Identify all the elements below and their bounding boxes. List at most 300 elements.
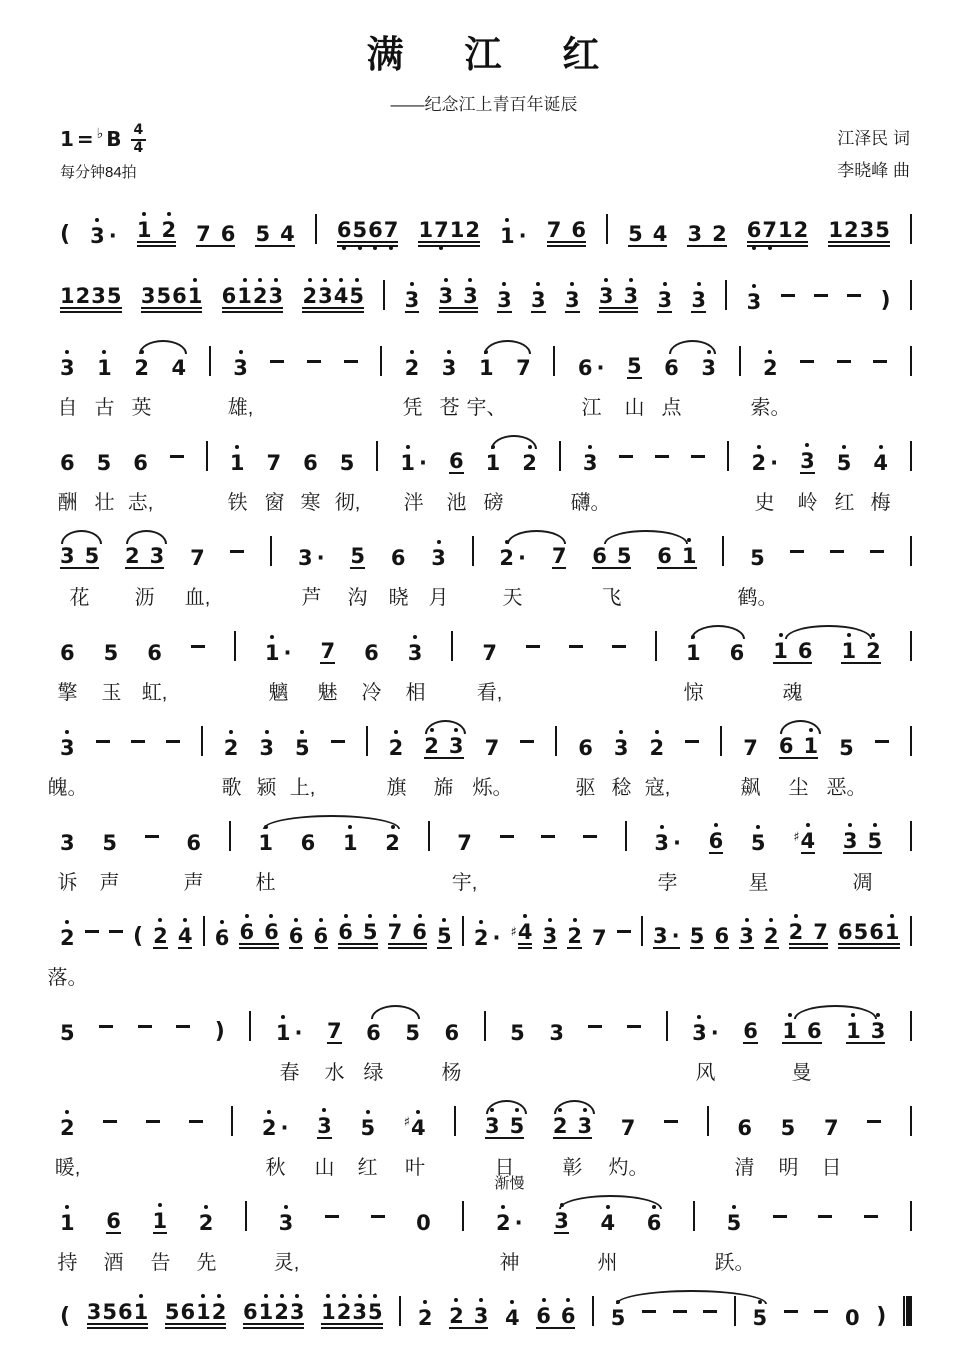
lyrics-row [57,387,912,421]
lyric-syllable: 芦 [301,587,322,609]
barline [376,441,378,471]
lyric-syllable: 看, [476,682,503,704]
note-digit: 6 [221,283,237,308]
note-digit: 1 [478,355,494,380]
barline [910,1011,912,1041]
duration-dash [371,1215,385,1218]
note-digit: 7 [762,217,778,242]
duration-dash [664,1120,678,1123]
note-digits [405,357,420,379]
note-digit: 5 [610,1305,626,1330]
note-digits [97,452,112,474]
slur-arc [780,720,821,734]
note-digit: 3 [691,287,706,312]
note-digits [327,1020,342,1044]
note-digit: 6 [708,828,724,853]
note [258,832,273,854]
note-digits [178,925,193,949]
note-digit: 4 [177,923,193,948]
lyric-syllable: 烁。 [472,777,513,799]
note-digits [824,1117,839,1139]
note-digit: 3 [86,1299,102,1324]
note-digits [222,285,284,313]
note [482,642,497,664]
duration-dash [612,645,626,648]
note-digit: 7 [516,355,531,380]
note [153,925,168,949]
note-digit: 7 [320,638,336,663]
lyric-syllable: 池 [446,492,467,514]
note-digit: 3 [497,287,512,312]
note-digit: 6 [646,1210,662,1235]
note-digits [647,1212,662,1234]
note-digit: 2 [496,1210,511,1235]
note-digit: 1 [60,1210,75,1235]
note-digits [497,289,512,313]
note-digits [303,452,318,474]
note-digit: 3 [484,1113,500,1138]
barline [201,726,203,756]
lyric-syllable: 尘 [788,777,809,799]
barline [693,1201,695,1231]
lyric-syllable: 岭 [797,492,818,514]
lyric-syllable: 苍 [439,397,460,419]
note-digits [172,357,187,379]
augmentation-dot: · [419,450,427,475]
barline [249,1011,251,1041]
barline [270,536,272,566]
lyric-syllable: 彰 [562,1157,583,1179]
note-digit: 6 [412,919,427,944]
notation-row [60,1289,912,1337]
lyric-syllable: 沥 [134,587,155,609]
note-digits [60,737,75,759]
note-digit: 1 [841,638,857,663]
barline [454,1106,456,1136]
open-paren: ( [132,924,144,949]
note [730,642,745,664]
note [599,285,638,313]
duration-dash [109,930,123,933]
slur-arc [139,340,187,354]
note-digits [444,1022,459,1044]
lyric-syllable: 清 [734,1157,755,1179]
note-digit: 7 [484,735,500,760]
note [255,223,294,247]
note-digit: 1 [828,217,843,242]
flat-icon: ♭ [96,126,104,143]
note-digits [340,452,355,474]
note-digit: 2 [763,923,779,948]
barline [739,346,741,376]
lyric-syllable: 飞 [601,587,622,609]
close-paren: ) [876,1304,887,1329]
slur-arc [484,340,531,354]
note [60,1022,75,1044]
note-digits [505,1307,520,1329]
lyric-syllable: 铁 [227,492,248,514]
lyric-syllable: 英 [131,397,152,419]
note-digit: 2 [161,217,177,242]
note-digits [106,1210,121,1234]
barline [245,1201,247,1231]
note-digit: 1 [400,450,415,475]
note-digit: 6 [60,450,75,475]
note [404,1117,426,1139]
note-digits [60,1117,75,1139]
note [763,357,778,379]
note-digit: 3 [653,923,668,948]
note [567,925,582,949]
note [60,737,75,759]
note [614,737,629,759]
note-digits [600,1212,615,1234]
slur-arc [616,1290,767,1304]
note-digits [628,223,667,247]
note [773,640,812,664]
note [553,1115,592,1139]
lyric-syllable: 索。 [750,397,791,419]
meter-unit: 4 [133,139,144,156]
note-digits [302,285,364,313]
note-digit: 5 [352,217,368,242]
barline [910,631,912,661]
note-digits [364,642,379,664]
note-digit: 2 [60,1115,75,1140]
music-system [60,207,912,255]
note [687,223,726,247]
note-digit: 3 [441,355,457,380]
note [511,921,533,949]
note [391,547,406,569]
note-digit: 6 [147,640,162,665]
note [496,1212,523,1234]
lyric-syllable: 天 [502,587,523,609]
note-digit: 2 [252,283,268,308]
note-digit: 2 [134,355,149,380]
note-digits [845,1307,860,1329]
note-digit: 5 [726,1210,742,1235]
note-digits [782,1020,821,1044]
lyric-syllable: 叶 [405,1157,425,1179]
notation-row [60,1004,912,1052]
barline [707,1106,709,1136]
note-digit: 7 [551,543,567,568]
close-paren: ) [880,288,891,313]
note-digit: 3 [531,287,546,312]
barline [234,631,236,661]
note-digit: 6 [746,217,762,242]
note-digit: 2 [336,1299,352,1324]
note-digits [137,219,176,247]
lyric-syllable: 玉 [101,682,122,704]
note-digit: 6 [300,830,316,855]
note [516,357,531,379]
note [60,285,122,313]
note-digits [431,547,446,569]
barline [910,280,912,310]
note-digits [147,642,162,664]
note-digits [255,223,294,247]
note-digits [60,285,122,313]
note [133,452,148,474]
note [165,1301,227,1329]
note-digit: 2 [449,1303,464,1328]
note-digits [781,1117,796,1139]
lyrics-row [57,672,912,706]
note-digit: 3 [60,830,75,855]
note-digit: 7 [620,1115,636,1140]
note-digit: 6 [729,640,745,665]
note-digit: 1 [321,1299,336,1324]
duration-dash [344,360,358,363]
note-digits [565,289,580,313]
note-digit: 5 [349,283,364,308]
note [199,1212,214,1234]
note-digit: 2 [153,923,168,948]
barline [722,536,724,566]
note-digit: 5 [294,735,310,760]
note-digits [690,925,705,949]
sharp-icon: ♯ [510,925,517,940]
duration-dash [685,740,699,743]
note-digits [134,357,149,379]
note-digits [592,545,631,569]
lyric-syllable: 先 [196,1252,217,1274]
note-digit: 3 [657,287,673,312]
duration-dash [588,1025,602,1028]
barline [666,1011,668,1041]
duration-dash [781,294,795,297]
barline [428,821,430,851]
duration-dash [170,455,184,458]
music-system [57,814,912,896]
note-digit: 7 [327,1018,342,1043]
note-digits [510,1022,525,1044]
note-digit: 0 [844,1305,860,1330]
notation-row [60,1175,912,1242]
note-digit: 6 [797,638,813,663]
lyric-syllable: 神 [499,1252,520,1274]
lyric-syllable: 冷 [361,682,382,704]
note-digit: 6 [133,450,148,475]
note-digits [418,219,480,247]
slur-arc [554,1100,595,1114]
note [743,737,758,759]
note-digits [141,285,203,313]
note-digits [773,640,812,664]
note-digit: 3 [687,221,703,246]
note [510,1022,525,1044]
notation-row [60,339,912,387]
note-digits [500,225,527,247]
duration-dash [99,1025,113,1028]
note [838,921,900,949]
note-digits [485,737,500,759]
barline [910,536,912,566]
note-digit: 6 [448,448,464,473]
note-digits [779,735,818,759]
lyric-syllable: 磅 [483,492,504,514]
equals-sign: = [76,127,94,152]
note-digits [276,1022,303,1044]
lyric-syllable: 暖, [54,1157,81,1179]
notation-row [60,434,912,482]
note [87,1301,149,1329]
note-digit: 6 [303,450,318,475]
note-digits [789,921,828,949]
note [779,735,818,759]
note [90,225,117,247]
note-digits [611,1307,626,1329]
note-digits [654,832,681,854]
duration-dash [230,550,244,553]
note-digit: 6 [838,919,853,944]
lyric-syllable: 凋 [852,872,873,894]
open-paren: ( [60,1304,71,1329]
note-digits [60,452,75,474]
duration-dash [691,455,705,458]
note [549,1022,564,1044]
lyric-syllable: 驱 [575,777,596,799]
note-digit: 6 [180,1299,196,1324]
lyric-syllable: 星 [748,872,769,894]
note-digits [482,642,497,664]
note-digits [411,1117,426,1139]
note [60,357,75,379]
lyric-syllable: 窗 [264,492,285,514]
note-digit: 1 [449,217,465,242]
note [137,219,176,247]
note-digits [405,289,420,313]
note [565,289,580,313]
lyric-syllable: 日 [821,1157,842,1179]
lyric-syllable: 绿 [363,1062,384,1084]
note-digits [578,737,593,759]
duration-dash [325,1215,339,1218]
lyric-syllable: 魄。 [47,777,88,799]
note-digits [262,1117,289,1139]
note-digit: 5 [102,830,117,855]
note [750,547,765,569]
note-digit: 4 [504,1305,520,1330]
sharp-icon: ♯ [403,1115,411,1130]
barline [592,1296,594,1326]
note-digits [60,927,75,949]
note [431,547,446,569]
duration-dash [790,550,804,553]
note-digit: 3 [577,1113,593,1138]
note-digit: 3 [298,545,313,570]
barline [910,1106,912,1136]
note-digit: 2 [763,355,778,380]
note-digit: 6 [577,355,593,380]
note-digits [125,545,164,569]
note [828,219,890,247]
note-digit: 5 [106,283,122,308]
note [196,223,235,247]
barline [910,346,912,376]
note-digits [437,925,452,949]
note-digits [727,1212,742,1234]
note-digits [516,357,531,379]
barline [315,214,317,244]
lyric-syllable: 花 [69,587,90,609]
note-digit: 2 [198,1210,214,1235]
note-digit: 2 [404,355,420,380]
slur-arc [371,1005,420,1019]
note-digits [621,1117,636,1139]
note-digits [837,452,852,474]
lyric-syllable: 秋 [265,1157,286,1179]
note-digit: 7 [266,450,282,475]
note [837,452,852,474]
notation-row [60,719,912,767]
note [343,832,358,854]
notation-row [60,273,912,321]
note [499,547,526,569]
barline [910,821,912,851]
notation-row [60,814,912,862]
note-digits [709,830,724,854]
composer-credit: 李晓峰 曲 [837,161,910,181]
barline [606,214,608,244]
note [843,830,882,854]
augmentation-dot: · [672,830,681,855]
note [650,737,665,759]
rest-note [416,1212,431,1234]
note-digit: 6 [366,1020,381,1045]
note-digits [279,1212,294,1234]
note-digits [743,737,758,759]
note-digit: 5 [350,543,366,568]
slur-arc [126,530,167,544]
note-digit: 6 [737,1115,752,1140]
notation-row [60,207,912,255]
note-digit: 2 [424,733,439,758]
note-digit: 5 [750,545,765,570]
slur-arc [691,625,745,639]
note-digits [531,289,546,313]
note [592,927,607,949]
note-digit: 6 [60,640,75,665]
note-digit: 1 [418,217,434,242]
note-digit: 6 [364,640,379,665]
lyric-syllable: 擎 [57,682,78,704]
note [267,452,282,474]
note [60,832,75,854]
slur-arc [486,1100,527,1114]
note-digit: 5 [156,283,172,308]
note-digits [750,547,765,569]
tempo-change-mark: 渐慢 [494,1175,525,1192]
duration-dash [166,740,180,743]
duration-dash [627,1025,641,1028]
note-digits [614,737,629,759]
music-system [60,1004,912,1086]
note-digits [360,1117,375,1139]
note-digit: 3 [404,287,420,312]
note-digit: 1 [258,1299,274,1324]
note-digits [337,219,399,247]
music-system [47,719,912,801]
note [497,289,512,313]
note-digit: 6 [338,919,353,944]
note [230,452,245,474]
note [424,735,463,759]
note-digits [418,1307,433,1329]
note-digit: 3 [549,1020,564,1045]
